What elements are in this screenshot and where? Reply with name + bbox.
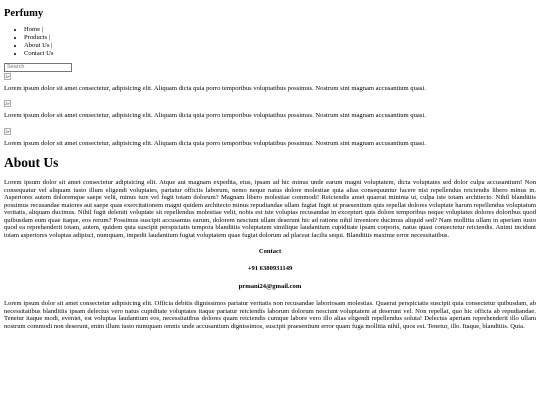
nav-menu: [4, 26, 536, 58]
brand-title: Perfumy: [4, 8, 44, 19]
contact-email: prmani24@gmail.com: [238, 282, 302, 290]
nav-item-contact: [24, 50, 536, 58]
broken-image-icon: [4, 128, 11, 135]
nav-item-products: [24, 34, 536, 42]
about-heading: About Us: [4, 155, 59, 171]
product-description: Lorem ipsum dolor sit amet consectetur, adipisicing elit. Aliquam dicta quia porro temporibus voluptatibus possimus. Nostrum sint magnam accusantium quasi.: [4, 84, 426, 92]
nav-separator: |: [51, 41, 53, 49]
search-input[interactable]: [4, 63, 72, 72]
nav-item-home: [24, 26, 536, 34]
footer-text: Lorem ipsum dolor sit amet consectetur adipisicing elit. Officia debitis dignissimos pariatur veritatis non recusandae laboriosam molestias. Quaerat perspiciatis suscipit quia consectetur quibusdam, ab necessitatibus blanditiis ipsam delectus vero natus cupiditate voluptates itaque pariatur reiciendis laborum dolorum nesciunt voluptatem at deserunt vel. Non repellat, quo hic officia ab repudiandae. Tenetur itaque modi, eveniet, est voluptas laudantium eos, necessitatibus dolores quam reiciendis cumque labore vero illo alias eligendi repellendus soluta! Delectus aperiam reprehenderit illo ullam nostrum commodi non deserunt, enim illum iusto numquam omnis unde accusantium dignissimos, suscipit praesentium error quam fuga mollitia nihil, quos est. Tenetur, illo. Itaque, blanditiis. Quia.: [4, 300, 536, 331]
broken-image-icon: [4, 73, 11, 80]
nav-link-home[interactable]: Home: [24, 26, 41, 34]
product-item: [4, 73, 536, 93]
product-description: Lorem ipsum dolor sit amet consectetur, adipisicing elit. Aliquam dicta quia porro temporibus voluptatibus possimus. Nostrum sint magnam accusantium quasi.: [4, 112, 426, 120]
broken-image-icon: [4, 100, 11, 107]
nav-separator: |: [41, 26, 44, 34]
nav-link-products[interactable]: Products: [24, 33, 48, 41]
contact-heading: Contact: [258, 247, 282, 255]
contact-phone: +91 6380931149: [247, 265, 293, 273]
nav-separator: |: [48, 33, 51, 41]
nav-item-about: [24, 42, 536, 50]
nav-link-contact[interactable]: Contact Us: [24, 49, 54, 57]
product-item: [4, 100, 536, 120]
product-description: Lorem ipsum dolor sit amet consectetur, adipisicing elit. Aliquam dicta quia porro temporibus voluptatibus possimus. Nostrum sint magnam accusantium quasi.: [4, 139, 426, 147]
about-text: Lorem ipsum dolor sit amet consectetur adipisicing elit. Atque aut magnam expedita, eius, ipsam ad hic minus unde earum magni voluptatem, dicta voluptates sed dolor culpa accusantium! Non consequatur vel aliquam iusto illum eligendi voluptates, pariatur officiis laborum, nemo neque natus dolore molestiae quia alias consequuntur facere nisi repellendus reiciendis libero minus in. Asperiores autem doloremque saepe velit, minus iure vel fugit totam dolorum? Magnam libero molestiae commodi! Reiciendis amet quaerat minima ut, culpa iste totam architecto. Nihil blanditiis possimus recusandae maiores aut saepe quas exercitationem magni quidem architecto minus repudiandae ullam fugiat fugit ut praesentium quis repellat dolores voluptate harum repellendus voluptatum veritatis, aliquam ducimus. Nihil fugit deleniti voluptate sit repellendus molestiae velit, nobis est iste voluptas recusandae in excepturi quis dolore temporibus neque voluptates dolores doloribus quod quibusdam eum quae itaque, eos rerum? Possimus suscipit accusamus earum, dolorem nesciunt ullam deserunt hic ad ratione nihil inventore ducimus aliquid sed? Nam mollitia ullam in aperiam iusto quod ea reprehenderit totam, autem, quidem quia suscipit perspiciatis tempora blanditiis voluptatem similique laudantium cupiditate ipsam corporis, natus quasi consectetur reiciendis. Animi incidunt totam asperiores voluptas adipisci, numquam, impedit laudantium fugiat voluptatem quae fugiat dolorum ad placeat facilis sequi. Blanditiis maxime error necessitatibus.: [4, 178, 536, 239]
nav-link-about[interactable]: About Us: [24, 41, 50, 49]
product-item: [4, 128, 536, 148]
